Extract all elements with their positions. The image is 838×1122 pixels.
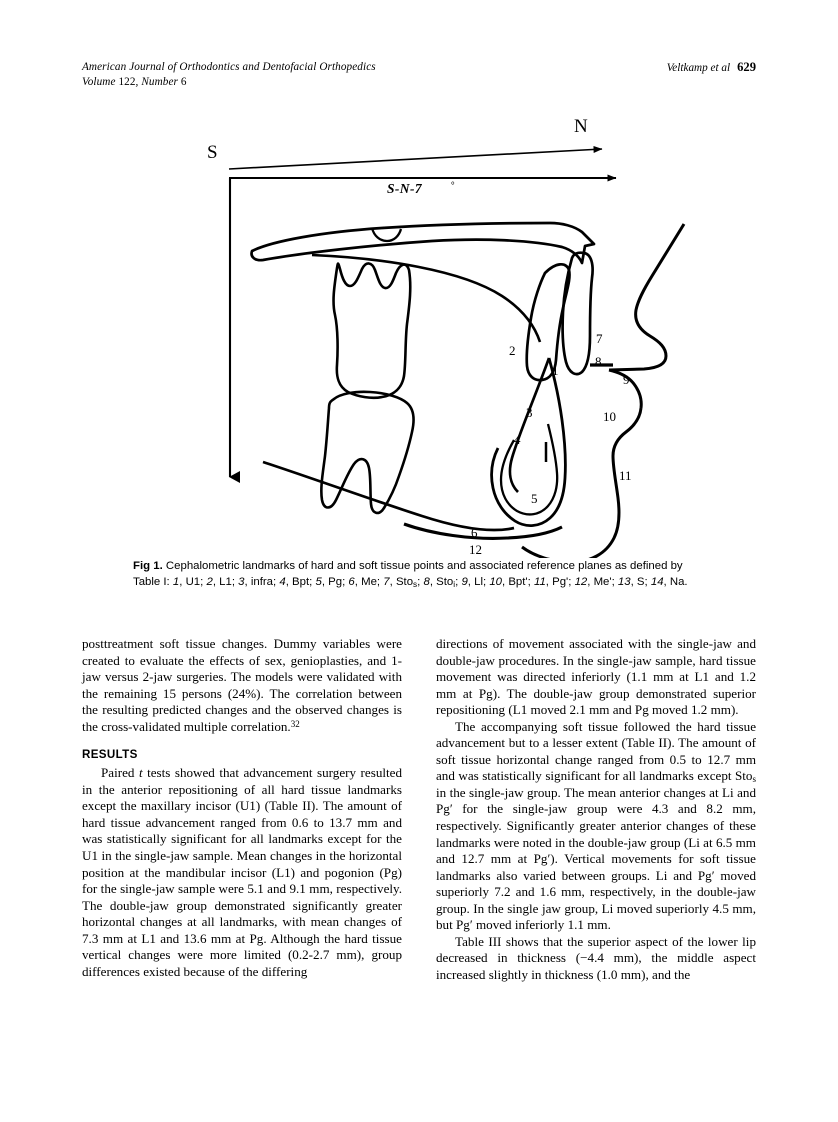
menton-lower-border bbox=[404, 524, 562, 538]
paragraph-right-3: Table III shows that the superior aspect of the lower lip decreased in thickness (−4.4 mm), the middle aspect increased slightly in thickness (1.0 mm), and the bbox=[436, 933, 756, 982]
landmark-6: 6 bbox=[471, 525, 478, 540]
landmark-9: 9 bbox=[623, 372, 630, 387]
caption-landmark-subscript: s bbox=[413, 580, 418, 589]
caption-landmark-name: , Me' bbox=[587, 576, 612, 589]
caption-landmark-name: , Sto bbox=[389, 576, 414, 589]
mandibular-body-line bbox=[263, 462, 514, 530]
figure-caption bbox=[133, 558, 711, 593]
caption-landmark-number: 3 bbox=[238, 576, 245, 589]
caption-landmark-list: 1, U1; 2, L1; 3, infra; 4, Bpt; 5, Pg; 6, Me; 7, Sto$_s$; 8, Sto$_i$; 9, Ll; 10, Bpt'; 11, Pg'; 12, Me'; 13, S; 14, Na. bbox=[172, 576, 688, 589]
symphysis-posterior-border bbox=[492, 358, 566, 526]
stomion-superior-subscript: s bbox=[752, 774, 756, 785]
reference-plane-label: S-N-7 bbox=[387, 181, 422, 196]
authors-running-head: Veltkamp et al bbox=[666, 62, 731, 74]
reference-32: 32 bbox=[290, 718, 300, 729]
landmark-11: 11 bbox=[619, 468, 632, 483]
palatal-plane bbox=[312, 255, 540, 342]
caption-landmark-number: 9 bbox=[461, 576, 468, 589]
caption-text: Cephalometric landmarks of hard and soft tissue points and associated reference planes as defined by Table I: bbox=[133, 560, 683, 589]
running-head bbox=[82, 60, 756, 94]
sella-nasion-line bbox=[229, 149, 602, 169]
caption-landmark-name: , Sto bbox=[429, 576, 454, 589]
caption-landmark-number: 2 bbox=[206, 576, 213, 589]
results-heading: RESULTS bbox=[82, 748, 138, 762]
symphysis-anterior-border bbox=[510, 358, 549, 492]
authors-and-page bbox=[667, 60, 756, 76]
caption-landmark-name: , U1 bbox=[179, 576, 201, 589]
right-column bbox=[436, 636, 756, 983]
caption-landmark-name: , Bpt bbox=[285, 576, 310, 589]
mandibular-molar bbox=[321, 392, 413, 513]
page-number: 629 bbox=[737, 60, 756, 74]
paragraph-continued: posttreatment soft tissue changes. Dummy variables were created to evaluate the effects of sex, genioplasties, and 1-jaw versus 2-jaw surgeries. The models were validated with the remaining 15 persons (24%). The correlation between the resulting predicted changes and the observed changes is the cross-validated multiple correlation.$^{32}$ bbox=[82, 636, 402, 734]
mandibular-incisor-L1 bbox=[563, 253, 593, 374]
landmark-5: 5 bbox=[531, 491, 538, 506]
caption-landmark-name: , Pg bbox=[321, 576, 343, 589]
caption-landmark-number: 8 bbox=[423, 576, 430, 589]
journal-title-block bbox=[82, 60, 376, 90]
caption-landmark-name: , Ll bbox=[467, 576, 483, 589]
caption-landmark-name: , Pg' bbox=[545, 576, 569, 589]
landmark-8: 8 bbox=[595, 354, 602, 369]
palate-notch bbox=[372, 228, 401, 241]
caption-landmark-name: , infra bbox=[244, 576, 273, 589]
paragraph-results: Paired t tests showed that advancement surgery resulted in the anterior repositioning of all hard tissue landmarks except the maxillary incisor (U1) (Table II). The amount of hard tissue advancement ranged from 0.6 to 13.7 mm and was statistically significant for all landmarks except for the U1 in the single-jaw sample. Mean changes in the horizontal position at the mandibular incisor (L1) and pogonion (Pg) for the single-jaw sample were 5.1 and 9.1 mm, respectively. The double-jaw group demonstrated significantly greater horizontal changes at all landmarks, with mean changes of 7.3 mm at L1 and 13.6 mm at Pg. Although the hard tissue vertical changes were more limited (0.2-2.7 mm), group differences existed because of the differing bbox=[82, 765, 402, 979]
caption-landmark-number: 5 bbox=[315, 576, 322, 589]
caption-landmark-name: , Na bbox=[663, 576, 685, 589]
cephalometric-tracing bbox=[82, 110, 756, 558]
caption-landmark-number: 11 bbox=[533, 576, 546, 589]
landmark-1: 1 bbox=[552, 363, 559, 378]
caption-landmark-number: 7 bbox=[383, 576, 390, 589]
caption-landmark-name: , L1 bbox=[212, 576, 232, 589]
soft-tissue-nose bbox=[609, 224, 684, 370]
maxilla-outline bbox=[252, 223, 594, 263]
journal-title: American Journal of Orthodontics and Dentofacial Orthopedics bbox=[82, 61, 376, 73]
caption-landmark-number: 10 bbox=[489, 576, 502, 589]
paragraph-right-1: directions of movement associated with the single-jaw and double-jaw procedures. In the single-jaw sample, hard tissue movement was directed inferiorly (1.1 mm at L1 and 1.2 mm at Pg). The double-jaw group demonstrated superior repositioning (L1 moved 2.1 mm and Pg moved 1.2 mm). bbox=[436, 636, 756, 718]
label-nasion-N: N bbox=[574, 116, 588, 137]
caption-landmark-number: 13 bbox=[617, 576, 631, 589]
figure-label: Fig 1. bbox=[133, 560, 163, 572]
volume-number: 122 bbox=[118, 76, 136, 88]
caption-landmark-number: 14 bbox=[650, 576, 664, 589]
landmark-3: 3 bbox=[526, 405, 533, 420]
caption-landmark-name: , Bpt' bbox=[502, 576, 528, 589]
caption-landmark-number: 1 bbox=[172, 576, 180, 589]
caption-landmark-subscript: i bbox=[453, 580, 456, 589]
paragraph-right-2: The accompanying soft tissue followed the hard tissue advancement but to a lesser extent (Table II). The amount of soft tissue horizontal change ranged from 0.5 to 12.7 mm and was statistically significant for all landmarks except Sto$_s$ in the single-jaw group. The mean anterior changes at Li and Pg′ for the single-jaw group were 4.3 and 8.2 mm, respectively. Significantly greater anterior changes of these landmarks were noted in the double-jaw group (Li at 6.5 mm and 12.7 mm at Pg′). Vertical movements for soft tissue landmarks also varied between groups. Li and Pg′ moved superiorly 7.2 and 1.6 mm, respectively, in the double-jaw group. In the single jaw group, Li moved superiorly 4.5 mm, but Pg′ moved inferiorly 1.1 mm. bbox=[436, 718, 756, 933]
reference-plane-annotation bbox=[387, 180, 455, 196]
t-statistic-italic: t bbox=[138, 765, 143, 781]
landmark-4: 4 bbox=[514, 432, 521, 447]
issue-number: 6 bbox=[180, 76, 187, 88]
left-column bbox=[82, 636, 402, 980]
caption-landmark-number: 6 bbox=[348, 576, 355, 589]
label-sella-S: S bbox=[207, 142, 218, 163]
caption-landmark-number: 4 bbox=[279, 576, 286, 589]
maxillary-molar bbox=[334, 263, 411, 397]
landmark-12: 12 bbox=[469, 542, 482, 557]
volume-line: Volume 122, Number 6 bbox=[82, 76, 187, 88]
caption-landmark-name: , S bbox=[630, 576, 645, 589]
landmark-7: 7 bbox=[596, 331, 603, 346]
body-columns bbox=[82, 636, 756, 1056]
degree-symbol: ° bbox=[451, 180, 455, 190]
landmark-2: 2 bbox=[509, 343, 516, 358]
caption-landmark-number: 12 bbox=[574, 576, 588, 589]
caption-landmark-name: , Me bbox=[354, 576, 377, 589]
figure-1 bbox=[82, 110, 756, 558]
landmark-10: 10 bbox=[603, 409, 616, 424]
